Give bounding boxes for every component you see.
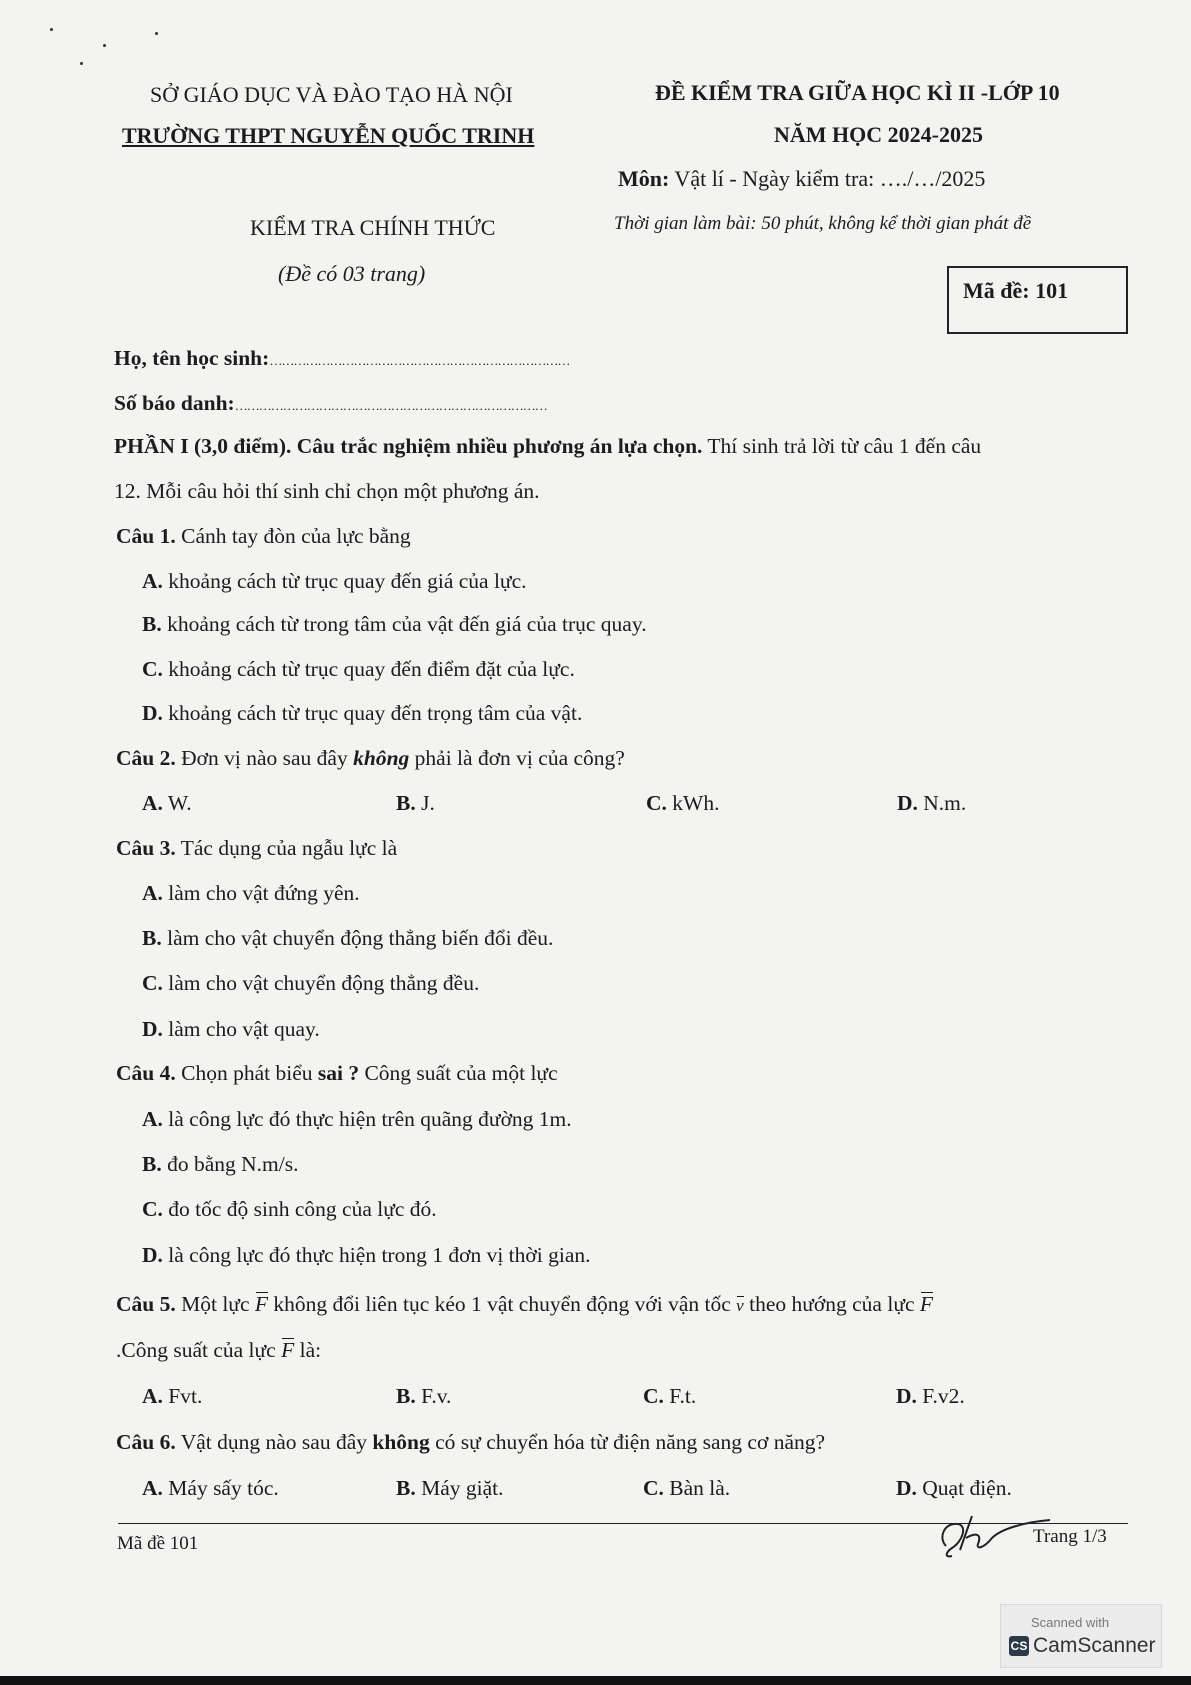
department-name: SỞ GIÁO DỤC VÀ ĐÀO TẠO HÀ NỘI: [150, 82, 513, 107]
question-text: .Công suất của lực: [116, 1338, 282, 1362]
option-text: Máy sấy tóc.: [162, 1476, 279, 1500]
option-key: D.: [896, 1384, 917, 1408]
q5-option-c: [643, 1384, 696, 1409]
question-5: [116, 1292, 933, 1317]
option-text: đo bằng N.m/s.: [161, 1152, 299, 1176]
question-text: Một lực: [175, 1292, 255, 1316]
time-note: Thời gian làm bài: 50 phút, không kể thời gian phát đề: [614, 213, 1032, 234]
question-text: là:: [294, 1338, 322, 1362]
option-key: D.: [142, 1243, 163, 1267]
option-key: A.: [142, 1107, 163, 1131]
question-text: không đổi liên tục kéo 1 vật chuyển động với vận tốc: [268, 1292, 737, 1316]
section-instruction-2: 12. Mỗi câu hỏi thí sinh chỉ chọn một phương án.: [114, 479, 540, 503]
option-text: N.m.: [917, 791, 967, 815]
question-text: Tác dụng của ngẫu lực là: [175, 836, 398, 860]
question-text: Đơn vị nào sau đây: [175, 746, 354, 770]
question-label: Câu 3.: [116, 836, 176, 860]
q1-option-d: [142, 701, 582, 726]
q6-option-c: [643, 1476, 730, 1501]
option-key: A.: [142, 569, 163, 593]
question-label: Câu 5.: [116, 1292, 176, 1316]
q2-option-a: [142, 791, 192, 816]
q4-option-d: [142, 1243, 591, 1268]
q3-option-b: [142, 926, 553, 951]
option-text: là công lực đó thực hiện trong 1 đơn vị thời gian.: [162, 1243, 591, 1267]
question-5-line-2: [116, 1338, 321, 1363]
option-text: khoảng cách từ trục quay đến giá của lực.: [162, 569, 527, 593]
option-text: làm cho vật chuyển động thẳng đều.: [162, 971, 480, 995]
option-key: A.: [142, 1384, 163, 1408]
q2-option-d: [897, 791, 966, 816]
question-label: Câu 2.: [116, 746, 176, 770]
q3-option-c: [142, 971, 479, 996]
q6-option-a: [142, 1476, 279, 1501]
force-vector: F: [254, 1292, 269, 1316]
option-key: A.: [142, 791, 163, 815]
option-key: B.: [142, 926, 162, 950]
q5-option-d: [896, 1384, 965, 1409]
option-text: F.v.: [415, 1384, 452, 1408]
q4-option-b: [142, 1152, 298, 1177]
q5-option-b: [396, 1384, 451, 1409]
student-id-dots: ……………………………………………………………………: [234, 398, 547, 413]
option-text: khoảng cách từ trong tâm của vật đến giá của trục quay.: [161, 612, 647, 636]
velocity-vector: v: [736, 1296, 744, 1315]
option-text: đo tốc độ sinh công của lực đó.: [162, 1197, 437, 1221]
option-key: C.: [142, 657, 163, 681]
question-emphasis: sai ?: [317, 1061, 360, 1085]
question-text: theo hướng của lực: [743, 1292, 920, 1316]
option-text: F.v2.: [916, 1384, 965, 1408]
option-key: D.: [142, 1017, 163, 1041]
q4-option-c: [142, 1197, 437, 1222]
option-text: khoảng cách từ trục quay đến điểm đặt của lực.: [162, 657, 575, 681]
option-text: Fvt.: [162, 1384, 203, 1408]
section-instruction: Thí sinh trả lời từ câu 1 đến câu: [702, 434, 982, 458]
section-heading: [114, 434, 981, 459]
option-key: B.: [142, 612, 162, 636]
option-text: F.t.: [663, 1384, 697, 1408]
option-key: D.: [896, 1476, 917, 1500]
q1-option-b: [142, 612, 647, 637]
option-text: khoảng cách từ trục quay đến trọng tâm của vật.: [162, 701, 583, 725]
question-text: phải là đơn vị của công?: [409, 746, 625, 770]
option-key: D.: [142, 701, 163, 725]
option-text: làm cho vật đứng yên.: [162, 881, 360, 905]
option-key: B.: [396, 791, 416, 815]
question-label: Câu 6.: [116, 1430, 176, 1454]
q5-option-a: [142, 1384, 202, 1409]
student-name-dots: …………………………………………………………………: [269, 353, 570, 368]
page-number: Trang 1/3: [1033, 1526, 1107, 1547]
force-vector: F: [281, 1338, 295, 1362]
option-key: B.: [396, 1476, 416, 1500]
subject-label: Môn:: [618, 166, 670, 191]
question-text: Công suất của một lực: [359, 1061, 558, 1085]
footer-exam-code: Mã đề 101: [117, 1533, 199, 1554]
option-key: D.: [897, 791, 918, 815]
option-key: A.: [142, 881, 163, 905]
question-emphasis: không: [353, 746, 410, 770]
option-key: C.: [142, 971, 163, 995]
camscanner-logo-icon: CS: [1009, 1636, 1029, 1656]
question-3: [116, 836, 397, 861]
option-text: Bàn là.: [663, 1476, 731, 1500]
exam-code: Mã đề: 101: [963, 278, 1069, 303]
q1-option-c: [142, 657, 575, 682]
camscanner-brand: [1009, 1634, 1156, 1658]
option-text: Quạt điện.: [916, 1476, 1012, 1500]
school-name: TRƯỜNG THPT NGUYỄN QUỐC TRINH: [122, 123, 535, 148]
option-key: C.: [643, 1384, 664, 1408]
q6-option-d: [896, 1476, 1012, 1501]
q2-option-b: [396, 791, 435, 816]
q3-option-d: [142, 1017, 320, 1042]
question-6: [116, 1430, 825, 1455]
student-name-label: Họ, tên học sinh:: [114, 346, 270, 370]
pages-note: (Đề có 03 trang): [278, 261, 426, 286]
question-text: Cánh tay đòn của lực bằng: [175, 524, 411, 548]
option-key: C.: [643, 1476, 664, 1500]
question-text: Chọn phát biểu: [175, 1061, 318, 1085]
official-label: KIỂM TRA CHÍNH THỨC: [250, 215, 496, 240]
option-text: làm cho vật quay.: [162, 1017, 320, 1041]
section-title: PHẦN I (3,0 điểm).: [114, 434, 292, 458]
exam-code-box: [947, 266, 1128, 334]
school-year: NĂM HỌC 2024-2025: [774, 122, 983, 147]
question-label: Câu 1.: [116, 524, 176, 548]
scanned-with-text: Scanned with: [1031, 1615, 1110, 1630]
q6-option-b: [396, 1476, 504, 1501]
question-1: [116, 524, 411, 549]
q4-option-a: [142, 1107, 572, 1132]
q2-option-c: [646, 791, 719, 816]
option-text: W.: [162, 791, 192, 815]
force-vector: F: [919, 1292, 934, 1316]
option-text: Máy giặt.: [415, 1476, 504, 1500]
option-key: B.: [396, 1384, 416, 1408]
option-text: làm cho vật chuyển động thẳng biến đổi đều.: [161, 926, 554, 950]
option-key: B.: [142, 1152, 162, 1176]
subject-text: Vật lí - Ngày kiểm tra: …./…/2025: [669, 166, 986, 191]
student-name-line: [114, 346, 569, 371]
question-label: Câu 4.: [116, 1061, 176, 1085]
q3-option-a: [142, 881, 360, 906]
option-key: A.: [142, 1476, 163, 1500]
option-text: là công lực đó thực hiện trên quãng đường 1m.: [162, 1107, 572, 1131]
option-key: C.: [646, 791, 667, 815]
student-id-line: [114, 391, 547, 416]
exam-title: ĐỀ KIỂM TRA GIỮA HỌC KÌ II -LỚP 10: [655, 80, 1060, 105]
question-emphasis: không: [372, 1430, 430, 1454]
option-text: J.: [415, 791, 435, 815]
option-text: kWh.: [666, 791, 720, 815]
question-2: [116, 746, 625, 771]
section-subtitle: Câu trắc nghiệm nhiều phương án lựa chọn.: [291, 434, 703, 458]
student-id-label: Số báo danh:: [114, 391, 235, 415]
camscanner-watermark: [1000, 1604, 1162, 1668]
q1-option-a: [142, 569, 527, 594]
camscanner-name: CamScanner: [1033, 1634, 1156, 1657]
subject-line: [618, 166, 985, 192]
question-text: Vật dụng nào sau đây: [175, 1430, 373, 1454]
scan-edge-bar: [0, 1676, 1191, 1685]
question-text: có sự chuyển hóa từ điện năng sang cơ năng?: [429, 1430, 826, 1454]
option-key: C.: [142, 1197, 163, 1221]
question-4: [116, 1061, 558, 1086]
